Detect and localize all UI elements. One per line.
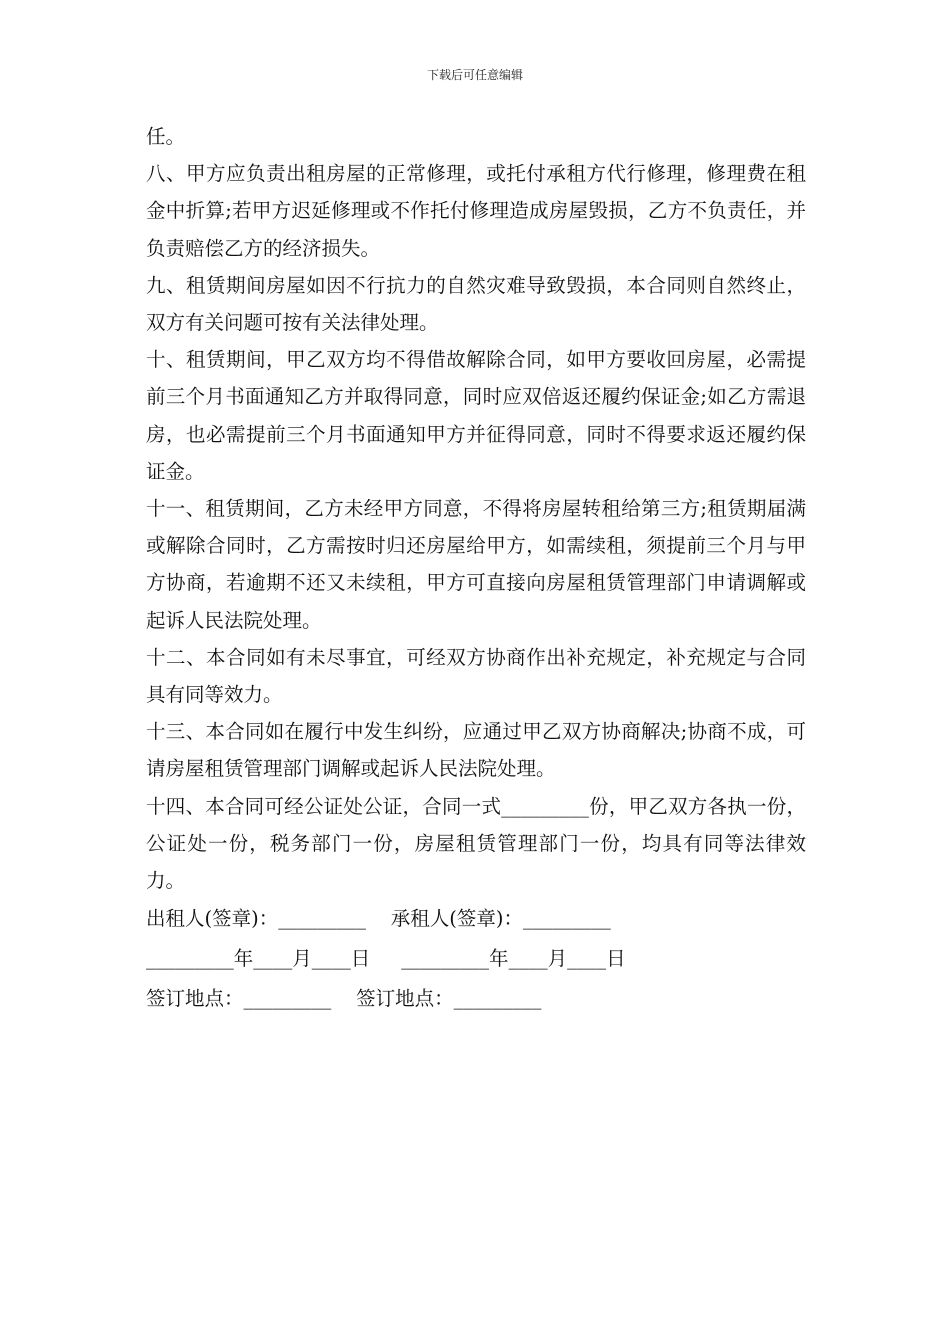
clause-10: 十、租赁期间，甲乙双方均不得借故解除合同，如甲方要收回房屋，必需提前三个月书面通知乙方并取得同意，同时应双倍返还履约保证金;如乙方需退房，也必需提前三个月书面通知甲方并征得同意，同时不得要求返还履约保证金。: [146, 348, 806, 483]
lessee-signature-label: 承租人(签章)：: [390, 907, 523, 931]
lessee-month-blank: ____: [508, 947, 548, 971]
clause-13: 十三、本合同如在履行中发生纠纷，应通过甲乙双方协商解决;协商不成，可请房屋租赁管理部门调解或起诉人民法院处理。: [146, 720, 806, 781]
lessor-signature-label: 出租人(签章)：: [146, 907, 279, 931]
clause-9: 九、租赁期间房屋如因不行抗力的自然灾难导致毁损，本合同则自然终止，双方有关问题可按有关法律处理。: [146, 273, 806, 335]
lessor-place-blank: _________: [243, 987, 332, 1011]
lessor-year-blank: _________: [146, 947, 234, 971]
date-row: [146, 939, 806, 979]
place-row: [146, 979, 806, 1019]
lessor-month-label: 月: [292, 947, 312, 971]
signature-row: [146, 899, 806, 939]
lessee-place-blank: _________: [453, 987, 542, 1011]
contract-body: [146, 118, 806, 1019]
lessee-place-label: 签订地点：: [356, 987, 454, 1011]
lessor-place-label: 签订地点：: [146, 987, 244, 1011]
lessee-month-label: 月: [547, 947, 568, 971]
copies-blank: _________: [501, 794, 589, 818]
lessee-signature-blank: _________: [522, 907, 611, 931]
lessee-year-blank: _________: [401, 947, 490, 971]
clause-continuation: 任。: [146, 125, 186, 148]
clause-12: 十二、本合同如有未尽事宜，可经双方协商作出补充规定，补充规定与合同具有同等效力。: [146, 645, 806, 707]
lessor-day-blank: ____: [311, 947, 351, 971]
page-header: 下载后可任意编辑: [426, 68, 523, 82]
clause-11: 十一、租赁期间，乙方未经甲方同意，不得将房屋转租给第三方;租赁期届满或解除合同时，乙方需按时归还房屋给甲方，如需续租，须提前三个月与甲方协商，若逾期不还又未续租，甲方可直接向房屋租赁管理部门申请调解或起诉人民法院处理。: [146, 497, 806, 632]
lessor-month-blank: ____: [253, 947, 293, 971]
lessee-day-label: 日: [606, 947, 626, 971]
clause-14: [146, 788, 806, 900]
clause-14-text-start: 十四、本合同可经公证处公证，合同一式: [146, 794, 502, 818]
clause-14-text-end: 份，甲乙双方各执一份，公证处一份，税务部门一份，房屋租赁管理部门一份，均具有同等法律效力。: [146, 794, 806, 893]
lessor-year-label: 年: [233, 947, 254, 971]
clause-8: 八、甲方应负责出租房屋的正常修理，或托付承租方代行修理，修理费在租金中折算;若甲方迟延修理或不作托付修理造成房屋毁损，乙方不负责任，并负责赔偿乙方的经济损失。: [146, 162, 806, 260]
lessor-signature-blank: _________: [278, 907, 366, 931]
lessee-year-label: 年: [489, 947, 509, 971]
lessee-day-blank: ____: [567, 947, 607, 971]
lessor-day-label: 日: [350, 947, 371, 971]
